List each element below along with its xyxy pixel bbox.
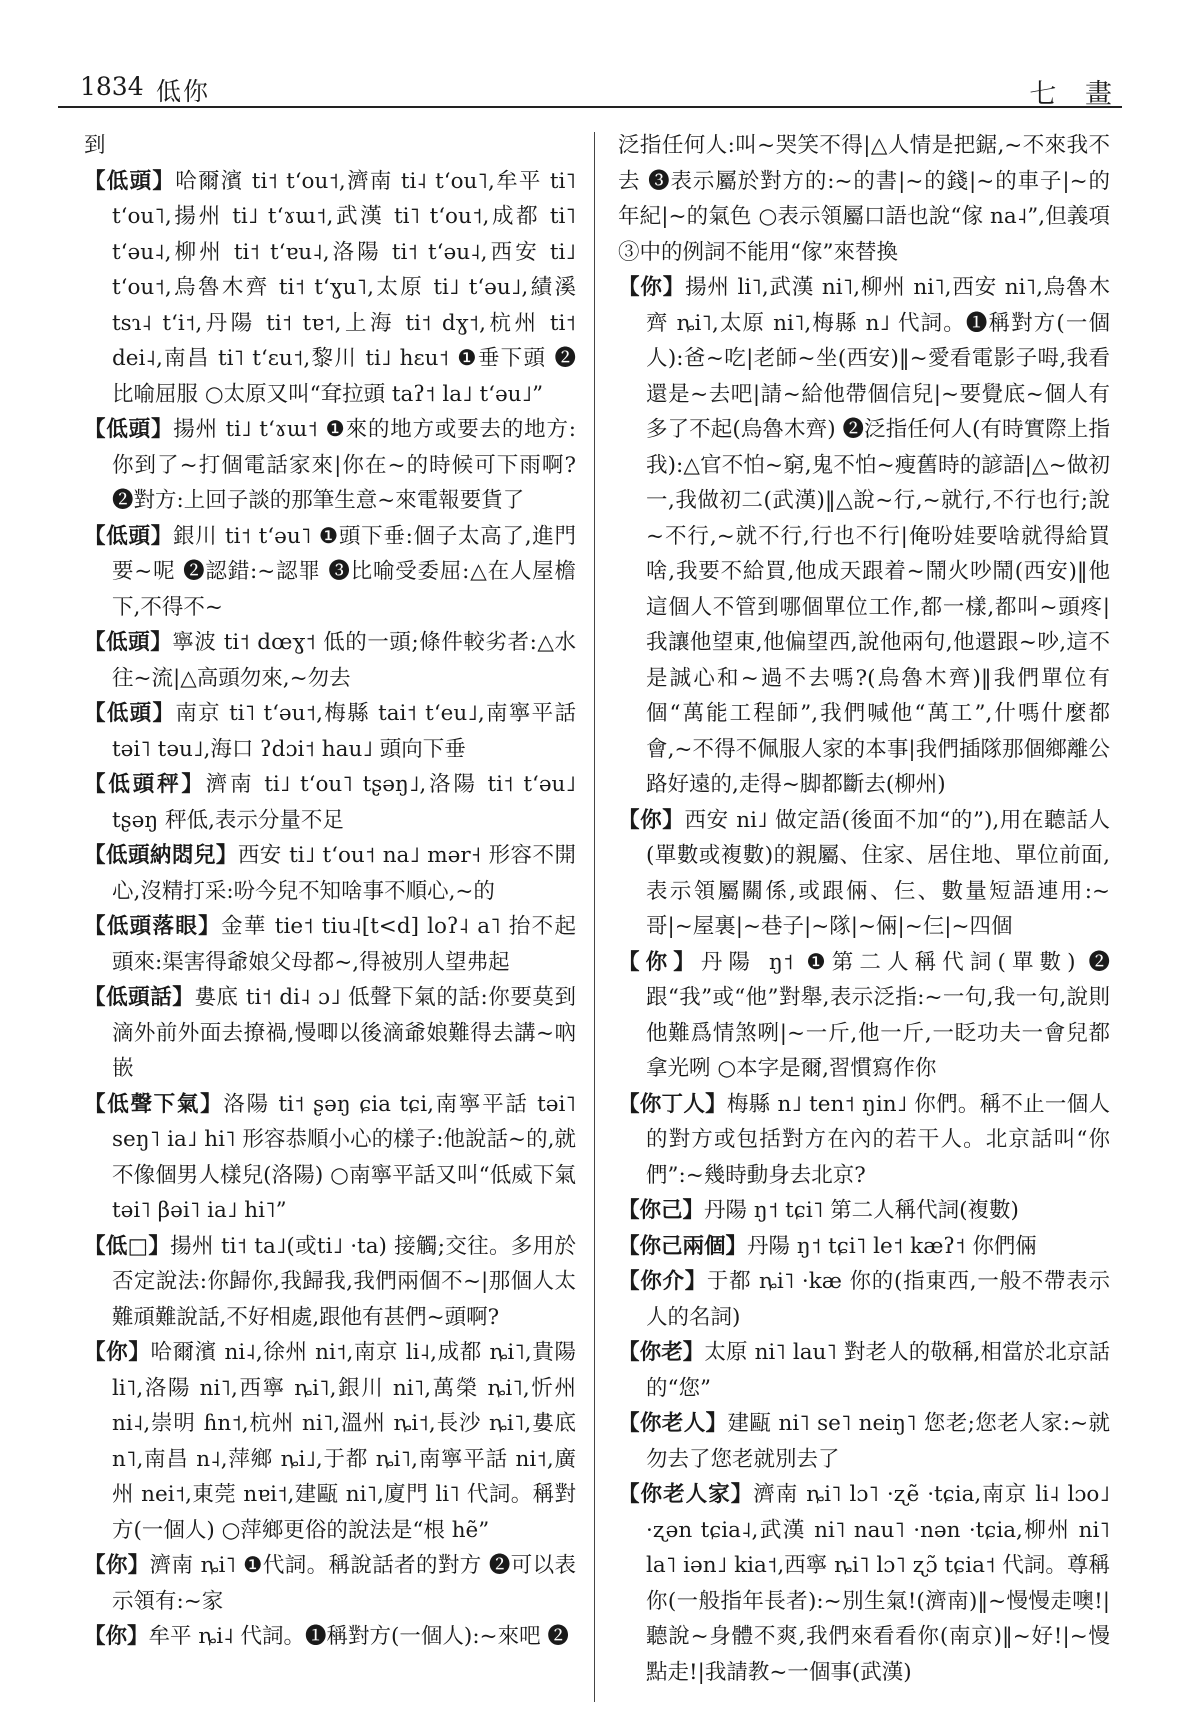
dictionary-entry [84,1229,576,1336]
dictionary-entry [618,270,1110,803]
right-column [618,128,1110,1690]
entry-text: 哈爾濱 ti˦ tʻou˦,濟南 ti˨ tʻou˥,牟平 ti˥ tʻou˥,揚州 ti˩ tʻɤɯ˦,武漢 ti˥ tʻou˦,成都 ti˥ tʻəu˨,柳州 ti˦ tʻɐu˨,洛陽 ti˦ tʻəu˨,西安 ti˩ tʻou˦,烏魯木齊 ti˦ tʻɣu˥,太原 ti˩ tʻəu˩,績溪 tsɿ˨ tʻi˦,丹陽 ti˦ tɐ˦,上海 ti˦ dɣ˦,杭州 ti˦ dei˨,南昌 ti˥ tʻɛu˦,黎川 ti˩ hɛu˦ ❶垂下頭 ❷比喻屈服 ○太原又叫“耷拉頭 taʔ˦ la˩ tʻəu˩” [112,168,576,407]
dictionary-entry [84,1087,576,1229]
entry-text: 西安 ti˩ tʻou˦ na˩ mər˧ 形容不開心,沒精打采:吩今兒不知啥事不順心,~的 [112,843,576,904]
headword: 【你老人】 [618,1411,728,1436]
entry-text: 濟南 ȵi˥ ❶代詞。稱說話者的對方 ❷可以表示領有:~家 [112,1553,576,1614]
page-number: 1834 [80,72,144,101]
entry-text: 哈爾濱 ni˨,徐州 ni˦,南京 li˨,成都 ȵi˥,貴陽 li˥,洛陽 ni˥,西寧 ȵi˥,銀川 ni˥,萬榮 ȵi˥,忻州 ni˨,崇明 ɦn˦,杭州 ni˥,溫州 ȵi˦,長沙 ȵi˥,婁底 n˥,南昌 n˨,萍鄉 ȵi˩,于都 ȵi˥,南寧平話 ni˦,廣州 nei˦,東莞 nɐi˦,建甌 ni˥,廈門 li˥ 代詞。稱對方(一個人) ○萍鄉更俗的說法是“根 hẽ” [112,1340,576,1543]
entry-text: 洛陽 ti˦ ʂəŋ ɕia tɕi,南寧平話 təi˥ seŋ˥ ia˩ hi˥ 形容恭順小心的樣子:他說話~的,就不像個男人樣兒(洛陽) ○南寧平話又叫“低威下氣 təi˥ βəi˥ ia˩ hi˥” [112,1091,576,1223]
dictionary-entry [84,1619,576,1655]
entry-text: 寧波 ti˦ dœɣ˦ 低的一頭;條件較劣者:△水往~流|△高頭勿來,~勿去 [112,630,576,691]
dictionary-entry [84,838,576,909]
headword: 【你介】 [618,1269,707,1294]
dictionary-entry [84,164,576,413]
entry-text: 丹陽 ŋ˦ ❶第二人稱代詞(單數) ❷跟“我”或“他”對舉,表示泛指:~一句,我一句,說則他難爲情煞咧|~一斤,他一斤,一眨功夫一會兒都拿光咧 ○本字是爾,習慣寫作你 [646,949,1110,1081]
headword: 【你】 [84,1340,151,1365]
dictionary-entry [618,128,1110,270]
dictionary-entry [84,128,576,164]
dictionary-entry [618,945,1110,1087]
dictionary-entry [84,1548,576,1619]
entry-text: 建甌 ni˥ se˥ neiŋ˥ 您老;您老人家:~就勿去了您老就別去了 [646,1411,1110,1472]
headword: 【低聲下氣】 [84,1091,224,1117]
dictionary-entry [618,803,1110,945]
headword: 【你己兩個】 [618,1233,748,1259]
headword: 【低頭】 [84,523,173,549]
entry-text: 揚州 ti˩ tʻɤɯ˦ ❶來的地方或要去的地方:你到了~打個電話家來|你在~的時候可下雨啊? ❷對方:上回子談的那筆生意~來電報要貨了 [112,417,576,513]
entry-text: 丹陽 ŋ˦ tɕi˥ 第二人稱代詞(複數) [704,1198,1019,1223]
headword: 【你丁人】 [618,1091,727,1117]
section-title: 七 畫 [1029,79,1122,110]
headword: 【低頭話】 [84,985,195,1010]
left-column [84,128,576,1655]
entry-text: 西安 ni˩ 做定語(後面不加“的”),用在聽話人(單數或複數)的親屬、住家、居住地、單位前面,表示領屬關係,或跟倆、仨、數量短語連用:~哥|~屋裏|~巷子|~隊|~倆|~仨|~四個 [646,807,1110,939]
dictionary-entry [84,980,576,1087]
entry-text: 揚州 li˥,武漢 ni˥,柳州 ni˥,西安 ni˥,烏魯木齊 ȵi˥,太原 ni˥,梅縣 n˩ 代詞。❶稱對方(一個人):爸~吃|老師~坐(西安)‖~愛看電影子呣,我看還是~去吧|請~給他帶個信兒|~要覺底~個人有多了不起(烏魯木齊) ❷泛指任何人(有時實際上指我):△官不怕~窮,鬼不怕~瘦舊時的諺語|△~做初一,我做初二(武漢)‖△說~行,~就行,不行也行;說~不行,~就不行,行也不行|俺吩娃要啥就得給買啥,我要不給買,他成天跟着~鬧火吵鬧(西安)‖他這個人不管到哪個單位工作,都一樣,都叫~頭疼|我讓他望東,他偏望西,說他兩句,他還跟~吵,這不是誠心和~過不去嗎?(烏魯木齊)‖我們單位有個“萬能工程師”,我們喊他“萬工”,什嗎什麼都會,~不得不佩服人家的本事|我們插隊那個鄉離公路好遠的,走得~脚都斷去(柳州) [646,275,1110,797]
entry-text: 濟南 ȵi˥ lɔ˥ ·ʐẽ ·tɕia,南京 li˨ lɔo˩ ·ʐən tɕia˨,武漢 ni˥ nau˥ ·nən ·tɕia,柳州 ni˥ la˥ iən˩ kia˦,西寧 ȵi˥ lɔ˥ ʐɔ̃ tɕia˦ 代詞。尊稱你(一般指年長者):~別生氣!(濟南)‖~慢慢走噢!|聽說~身體不爽,我們來看看你(南京)‖~好!|~慢點走!|我請教~一個事(武漢) [646,1482,1110,1685]
entry-text: 婁底 ti˦ di˨ ɔ˩ 低聲下氣的話:你要莫到滴外前外面去撩禍,慢唧以後滴爺娘難得去講~吶嵌 [112,985,576,1081]
headword: 【低□】 [84,1233,171,1259]
header-rule [58,106,1122,108]
dictionary-entry [618,1477,1110,1690]
dictionary-entry [84,625,576,696]
headword: 【低頭】 [84,417,174,442]
entry-text: 南京 ti˥ tʻəu˦,梅縣 tai˦ tʻeu˩,南寧平話 təi˥ təu˩,海口 ʔdɔi˦ hau˩ 頭向下垂 [112,701,576,762]
headword: 【低頭】 [84,168,176,194]
dictionary-entry [84,412,576,519]
dictionary-entry [618,1406,1110,1477]
dictionary-entry [618,1087,1110,1194]
headword: 【你老人家】 [618,1482,754,1507]
headword: 【低頭】 [84,630,173,655]
entry-text: 銀川 ti˦ tʻəu˥ ❶頭下垂:個子太高了,進門要~呢 ❷認錯:~認罪 ❸比喻受委屈:△在人屋檐下,不得不~ [112,523,576,620]
entry-text: 到 [84,133,106,158]
dictionary-entry [618,1193,1110,1229]
dictionary-entry [84,519,576,626]
headword: 【低頭落眼】 [84,914,221,939]
dictionary-entry [618,1264,1110,1335]
entry-text: 牟平 ȵi˨ 代詞。❶稱對方(一個人):~來吧 ❷ [148,1624,569,1649]
headword: 【你】 [84,1624,149,1649]
entry-text: 于都 ȵi˥ ·kæ 你的(指東西,一般不帶表示人的名詞) [646,1269,1110,1330]
dictionary-entry [84,1335,576,1548]
running-head: 低你 [156,77,211,106]
dictionary-entry [84,767,576,838]
headword: 【你】 [618,807,685,833]
headword: 【你己】 [618,1198,705,1223]
entry-text: 丹陽 ŋ˦ tɕi˥ le˦ kæʔ˦ 你們倆 [747,1233,1037,1259]
dictionary-entry [84,909,576,980]
headword: 【低頭納悶兒】 [84,843,238,868]
entry-text: 泛指任何人:叫~哭笑不得|△人情是把鋸,~不來我不去 ❸表示屬於對方的:~的書|~的錢|~的車子|~的年紀|~的氣色 ○表示領屬口語也說“傢 na˨”,但義項③中的例詞不能用“傢”來替換 [618,133,1110,265]
entry-text: 濟南 ti˩ tʻou˥ tʂəŋ˩,洛陽 ti˦ tʻəu˩ tʂəŋ 秤低,表示分量不足 [112,772,576,833]
dictionary-entry [618,1229,1110,1265]
headword: 【低頭】 [84,701,176,726]
headword: 【你老】 [618,1340,705,1365]
entry-text: 梅縣 n˩ ten˦ ŋin˩ 你們。稱不止一個人的對方或包括對方在內的若干人。北京話叫“你們”:~幾時動身去北京? [646,1091,1110,1188]
headword: 【你】 [618,275,686,300]
entry-text: 金華 tie˦ tiu˨[t<d] loʔ˨ a˥ 抬不起頭來:渠害得爺娘父母都~,得被別人望弗起 [112,914,576,975]
headword: 【低頭秤】 [84,772,206,797]
entry-text: 揚州 ti˦ ta˩(或ti˩ ·ta) 接觸;交往。多用於否定說法:你歸你,我歸我,我們兩個不~|那個人太難頑難說話,不好相處,跟他有甚們~頭啊? [112,1233,576,1330]
headword: 【你】 [618,949,701,975]
column-divider [594,132,595,1702]
headword: 【你】 [84,1553,150,1578]
dictionary-entry [84,696,576,767]
dictionary-entry [618,1335,1110,1406]
entry-text: 太原 ni˥ lau˥ 對老人的敬稱,相當於北京話的“您” [646,1340,1110,1401]
